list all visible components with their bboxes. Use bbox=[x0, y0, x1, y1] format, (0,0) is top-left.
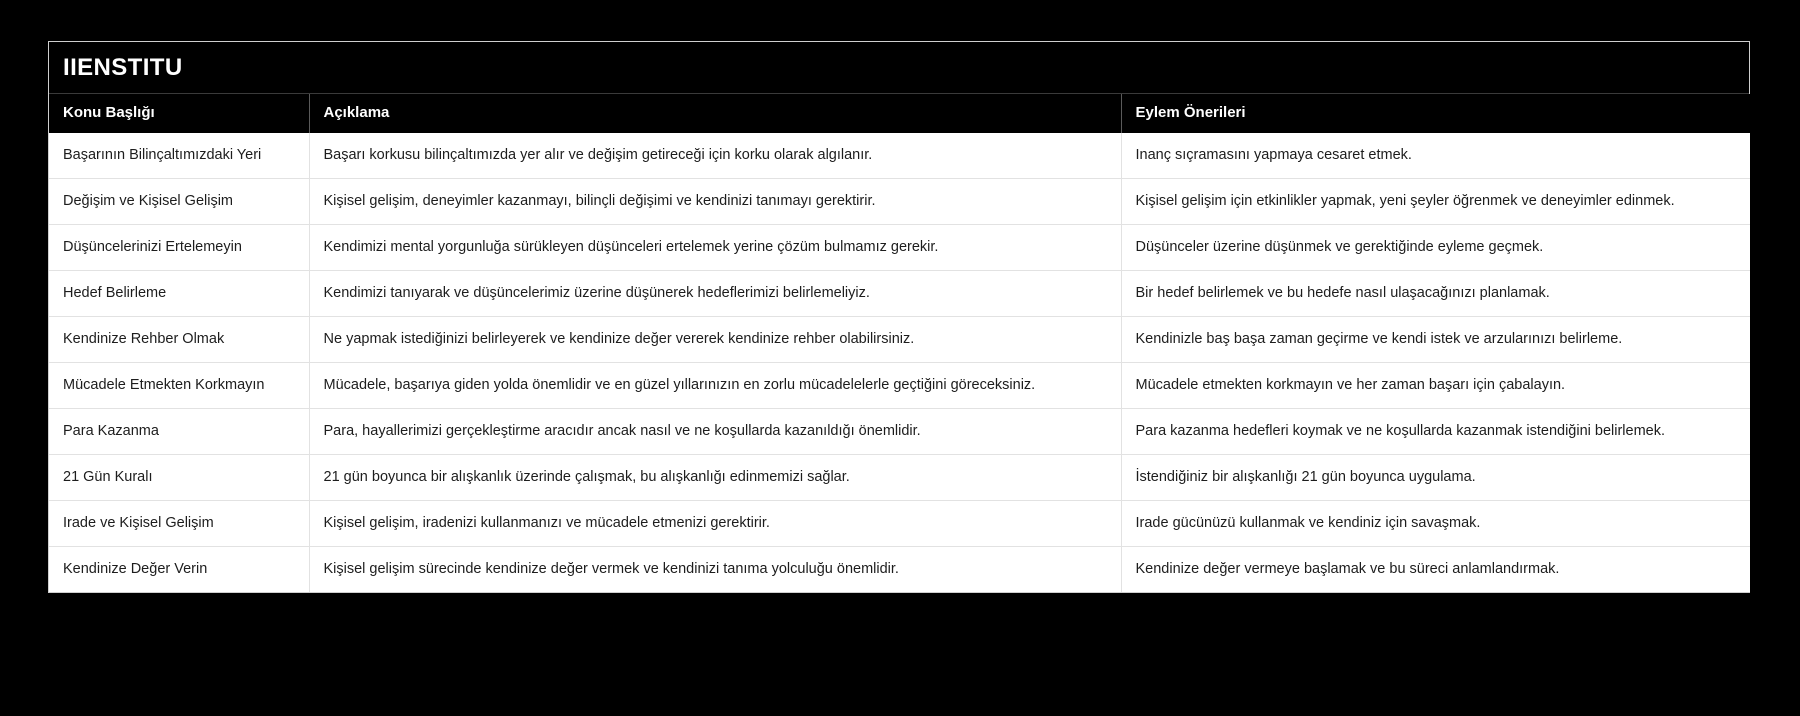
cell-description: Kişisel gelişim, deneyimler kazanmayı, bilinçli değişimi ve kendinizi tanımayı gerektirir. bbox=[309, 179, 1121, 225]
table-row bbox=[49, 271, 1750, 317]
brand-bar bbox=[49, 42, 1749, 94]
cell-action: Bir hedef belirlemek ve bu hedefe nasıl ulaşacağınızı planlamak. bbox=[1121, 271, 1750, 317]
table-card-clip bbox=[48, 41, 1750, 663]
table-row bbox=[49, 547, 1750, 593]
cell-topic: Mücadele Etmekten Korkmayın bbox=[49, 363, 309, 409]
table-header bbox=[49, 94, 1750, 133]
table-card bbox=[48, 41, 1750, 593]
cell-description: 21 gün boyunca bir alışkanlık üzerinde çalışmak, bu alışkanlığı edinmemizi sağlar. bbox=[309, 455, 1121, 501]
content-table bbox=[49, 94, 1750, 592]
column-header-topic: Konu Başlığı bbox=[49, 94, 309, 133]
table-row bbox=[49, 225, 1750, 271]
cell-description: Kendimizi mental yorgunluğa sürükleyen düşünceleri ertelemek yerine çözüm bulmamız gerekir. bbox=[309, 225, 1121, 271]
column-header-action: Eylem Önerileri bbox=[1121, 94, 1750, 133]
cell-action: Mücadele etmekten korkmayın ve her zaman başarı için çabalayın. bbox=[1121, 363, 1750, 409]
table-body bbox=[49, 133, 1750, 592]
cell-topic: Kendinize Rehber Olmak bbox=[49, 317, 309, 363]
table-row bbox=[49, 179, 1750, 225]
table-row bbox=[49, 455, 1750, 501]
cell-description: Kişisel gelişim, iradenizi kullanmanızı ve mücadele etmenizi gerektirir. bbox=[309, 501, 1121, 547]
cell-action: Irade gücünüzü kullanmak ve kendiniz için savaşmak. bbox=[1121, 501, 1750, 547]
table-row bbox=[49, 501, 1750, 547]
cell-description: Kişisel gelişim sürecinde kendinize değer vermek ve kendinizi tanıma yolculuğu önemlidir. bbox=[309, 547, 1121, 593]
cell-topic: Irade ve Kişisel Gelişim bbox=[49, 501, 309, 547]
cell-action: Düşünceler üzerine düşünmek ve gerektiğinde eyleme geçmek. bbox=[1121, 225, 1750, 271]
cell-topic: Kendinize Değer Verin bbox=[49, 547, 309, 593]
cell-action: Kendinizle baş başa zaman geçirme ve kendi istek ve arzularınızı belirleme. bbox=[1121, 317, 1750, 363]
cell-description: Para, hayallerimizi gerçekleştirme aracıdır ancak nasıl ve ne koşullarda kazanıldığı önemlidir. bbox=[309, 409, 1121, 455]
cell-topic: Başarının Bilinçaltımızdaki Yeri bbox=[49, 133, 309, 179]
column-header-description: Açıklama bbox=[309, 94, 1121, 133]
cell-topic: 21 Gün Kuralı bbox=[49, 455, 309, 501]
cell-action: Inanç sıçramasını yapmaya cesaret etmek. bbox=[1121, 133, 1750, 179]
cell-action: Kendinize değer vermeye başlamak ve bu süreci anlamlandırmak. bbox=[1121, 547, 1750, 593]
table-row bbox=[49, 363, 1750, 409]
table-row bbox=[49, 409, 1750, 455]
cell-description: Mücadele, başarıya giden yolda önemlidir ve en güzel yıllarınızın en zorlu mücadelelerle geçtiğini göreceksiniz. bbox=[309, 363, 1121, 409]
cell-description: Ne yapmak istediğinizi belirleyerek ve kendinize değer vererek kendinize rehber olabilirsiniz. bbox=[309, 317, 1121, 363]
cell-description: Kendimizi tanıyarak ve düşüncelerimiz üzerine düşünerek hedeflerimizi belirlemeliyiz. bbox=[309, 271, 1121, 317]
table-header-row bbox=[49, 94, 1750, 133]
table-row bbox=[49, 133, 1750, 179]
cell-action: İstendiğiniz bir alışkanlığı 21 gün boyunca uygulama. bbox=[1121, 455, 1750, 501]
brand-logo: IIENSTITU bbox=[63, 53, 183, 81]
cell-action: Para kazanma hedefleri koymak ve ne koşullarda kazanmak istendiğini belirlemek. bbox=[1121, 409, 1750, 455]
cell-action: Kişisel gelişim için etkinlikler yapmak, yeni şeyler öğrenmek ve deneyimler edinmek. bbox=[1121, 179, 1750, 225]
cell-description: Başarı korkusu bilinçaltımızda yer alır ve değişim getireceği için korku olarak algılanır. bbox=[309, 133, 1121, 179]
cell-topic: Değişim ve Kişisel Gelişim bbox=[49, 179, 309, 225]
cell-topic: Düşüncelerinizi Ertelemeyin bbox=[49, 225, 309, 271]
cell-topic: Hedef Belirleme bbox=[49, 271, 309, 317]
cell-topic: Para Kazanma bbox=[49, 409, 309, 455]
table-row bbox=[49, 317, 1750, 363]
